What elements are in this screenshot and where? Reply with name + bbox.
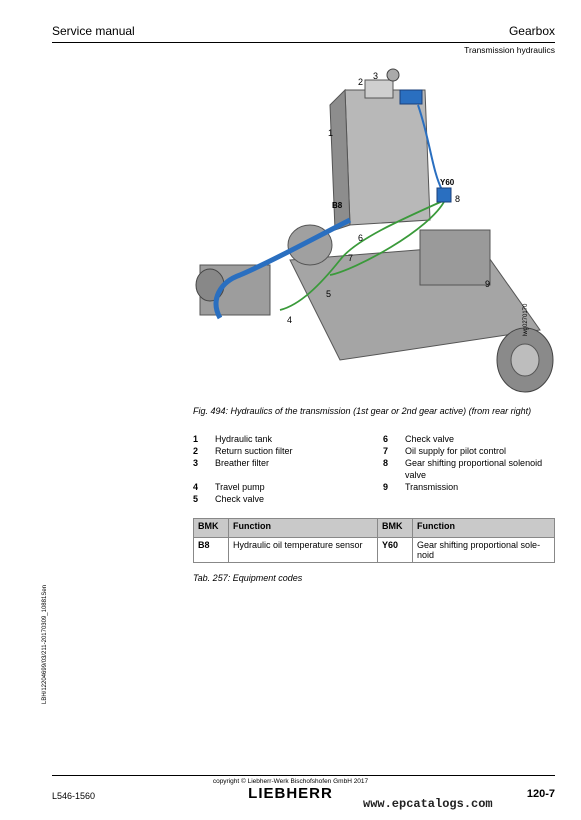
callout-8: 8 (455, 194, 461, 204)
legend-label: Gear shifting proportional solenoid valve (405, 458, 543, 480)
legend-label: Travel pump (215, 482, 265, 492)
legend-number: 5 (193, 494, 199, 504)
header-subsection: Transmission hydraulics (464, 45, 555, 55)
watermark-url: www.epcatalogs.com (363, 797, 493, 811)
legend-number: 3 (193, 458, 199, 468)
document-code: LBH/12204699/03/211-20170309_10881Sen (42, 585, 48, 704)
legend-label: Hydraulic tank (215, 434, 273, 444)
legend-label: Check valve (405, 434, 455, 444)
header-section: Gearbox (508, 24, 555, 38)
legend-item (193, 457, 378, 469)
legend-label: Transmission (405, 482, 459, 492)
legend-item (193, 493, 378, 505)
column-header-function: Function (229, 519, 378, 538)
legend-item (383, 457, 553, 481)
footer-copyright: copyright © Liebherr-Werk Bischofshofen GmbH 2017 (212, 778, 369, 785)
table-row (194, 538, 555, 563)
legend-number: 9 (383, 482, 389, 492)
legend-item (383, 445, 553, 457)
table-cell: B8 (194, 538, 229, 563)
header-title: Service manual (52, 24, 135, 38)
legend-item (193, 433, 378, 445)
hydraulics-illustration (180, 60, 560, 395)
column-header-bmk: BMK (378, 519, 413, 538)
tank-body (345, 90, 430, 225)
legend-number: 1 (193, 434, 199, 444)
table-cell: Gear shifting proportional sole-noid (413, 538, 555, 563)
legend-item (383, 433, 553, 445)
legend-number: 6 (383, 434, 389, 444)
solenoid-valve (437, 188, 451, 202)
page-number: 120-7 (526, 788, 555, 800)
legend-number: 7 (383, 446, 389, 456)
wheel-hub-inner (511, 344, 539, 376)
equipment-codes-table (193, 518, 555, 563)
callout-7: 7 (348, 253, 354, 263)
transmission-block (420, 230, 490, 285)
legend-item (383, 481, 553, 493)
legend-label: Oil supply for pilot control (405, 446, 507, 456)
page-header (52, 20, 555, 43)
callout-9: 9 (485, 279, 491, 289)
legend-number: 2 (193, 446, 199, 456)
callout-1: 1 (328, 128, 334, 138)
breather-filter (387, 69, 399, 81)
tank-valve (400, 90, 422, 104)
column-header-function: Function (413, 519, 555, 538)
footer-model: L546-1560 (52, 791, 96, 801)
callout-2: 2 (358, 77, 364, 87)
footer-divider (52, 775, 555, 776)
column-header-bmk: BMK (194, 519, 229, 538)
table-cell: Hydraulic oil temperature sensor (229, 538, 378, 563)
legend-number: 8 (383, 458, 389, 468)
tank-filter (365, 80, 393, 98)
figure-code: lwg0270170 (523, 303, 529, 336)
callout-5: 5 (326, 289, 332, 299)
legend-number: 4 (193, 482, 199, 492)
callout-6: 6 (358, 233, 364, 243)
table-caption: Tab. 257: Equipment codes (193, 573, 303, 583)
legend-label: Return suction filter (215, 446, 293, 456)
figure-caption: Fig. 494: Hydraulics of the transmission (1st gear or 2nd gear active) (from rear right) (193, 406, 532, 416)
legend-item (193, 445, 378, 457)
callout-4: 4 (287, 315, 293, 325)
brand-logo: LIEBHERR (248, 785, 333, 802)
hydraulics-figure (180, 60, 560, 395)
legend-label: Check valve (215, 494, 265, 504)
callout-b8: B8 (332, 201, 343, 210)
legend-item (193, 481, 378, 493)
legend-label: Breather filter (215, 458, 270, 468)
table-header-row (194, 519, 555, 538)
callout-3: 3 (373, 71, 379, 81)
legend-column-left (193, 433, 378, 505)
legend-column-right (383, 433, 553, 493)
callout-y60: Y60 (440, 178, 455, 187)
table-cell: Y60 (378, 538, 413, 563)
